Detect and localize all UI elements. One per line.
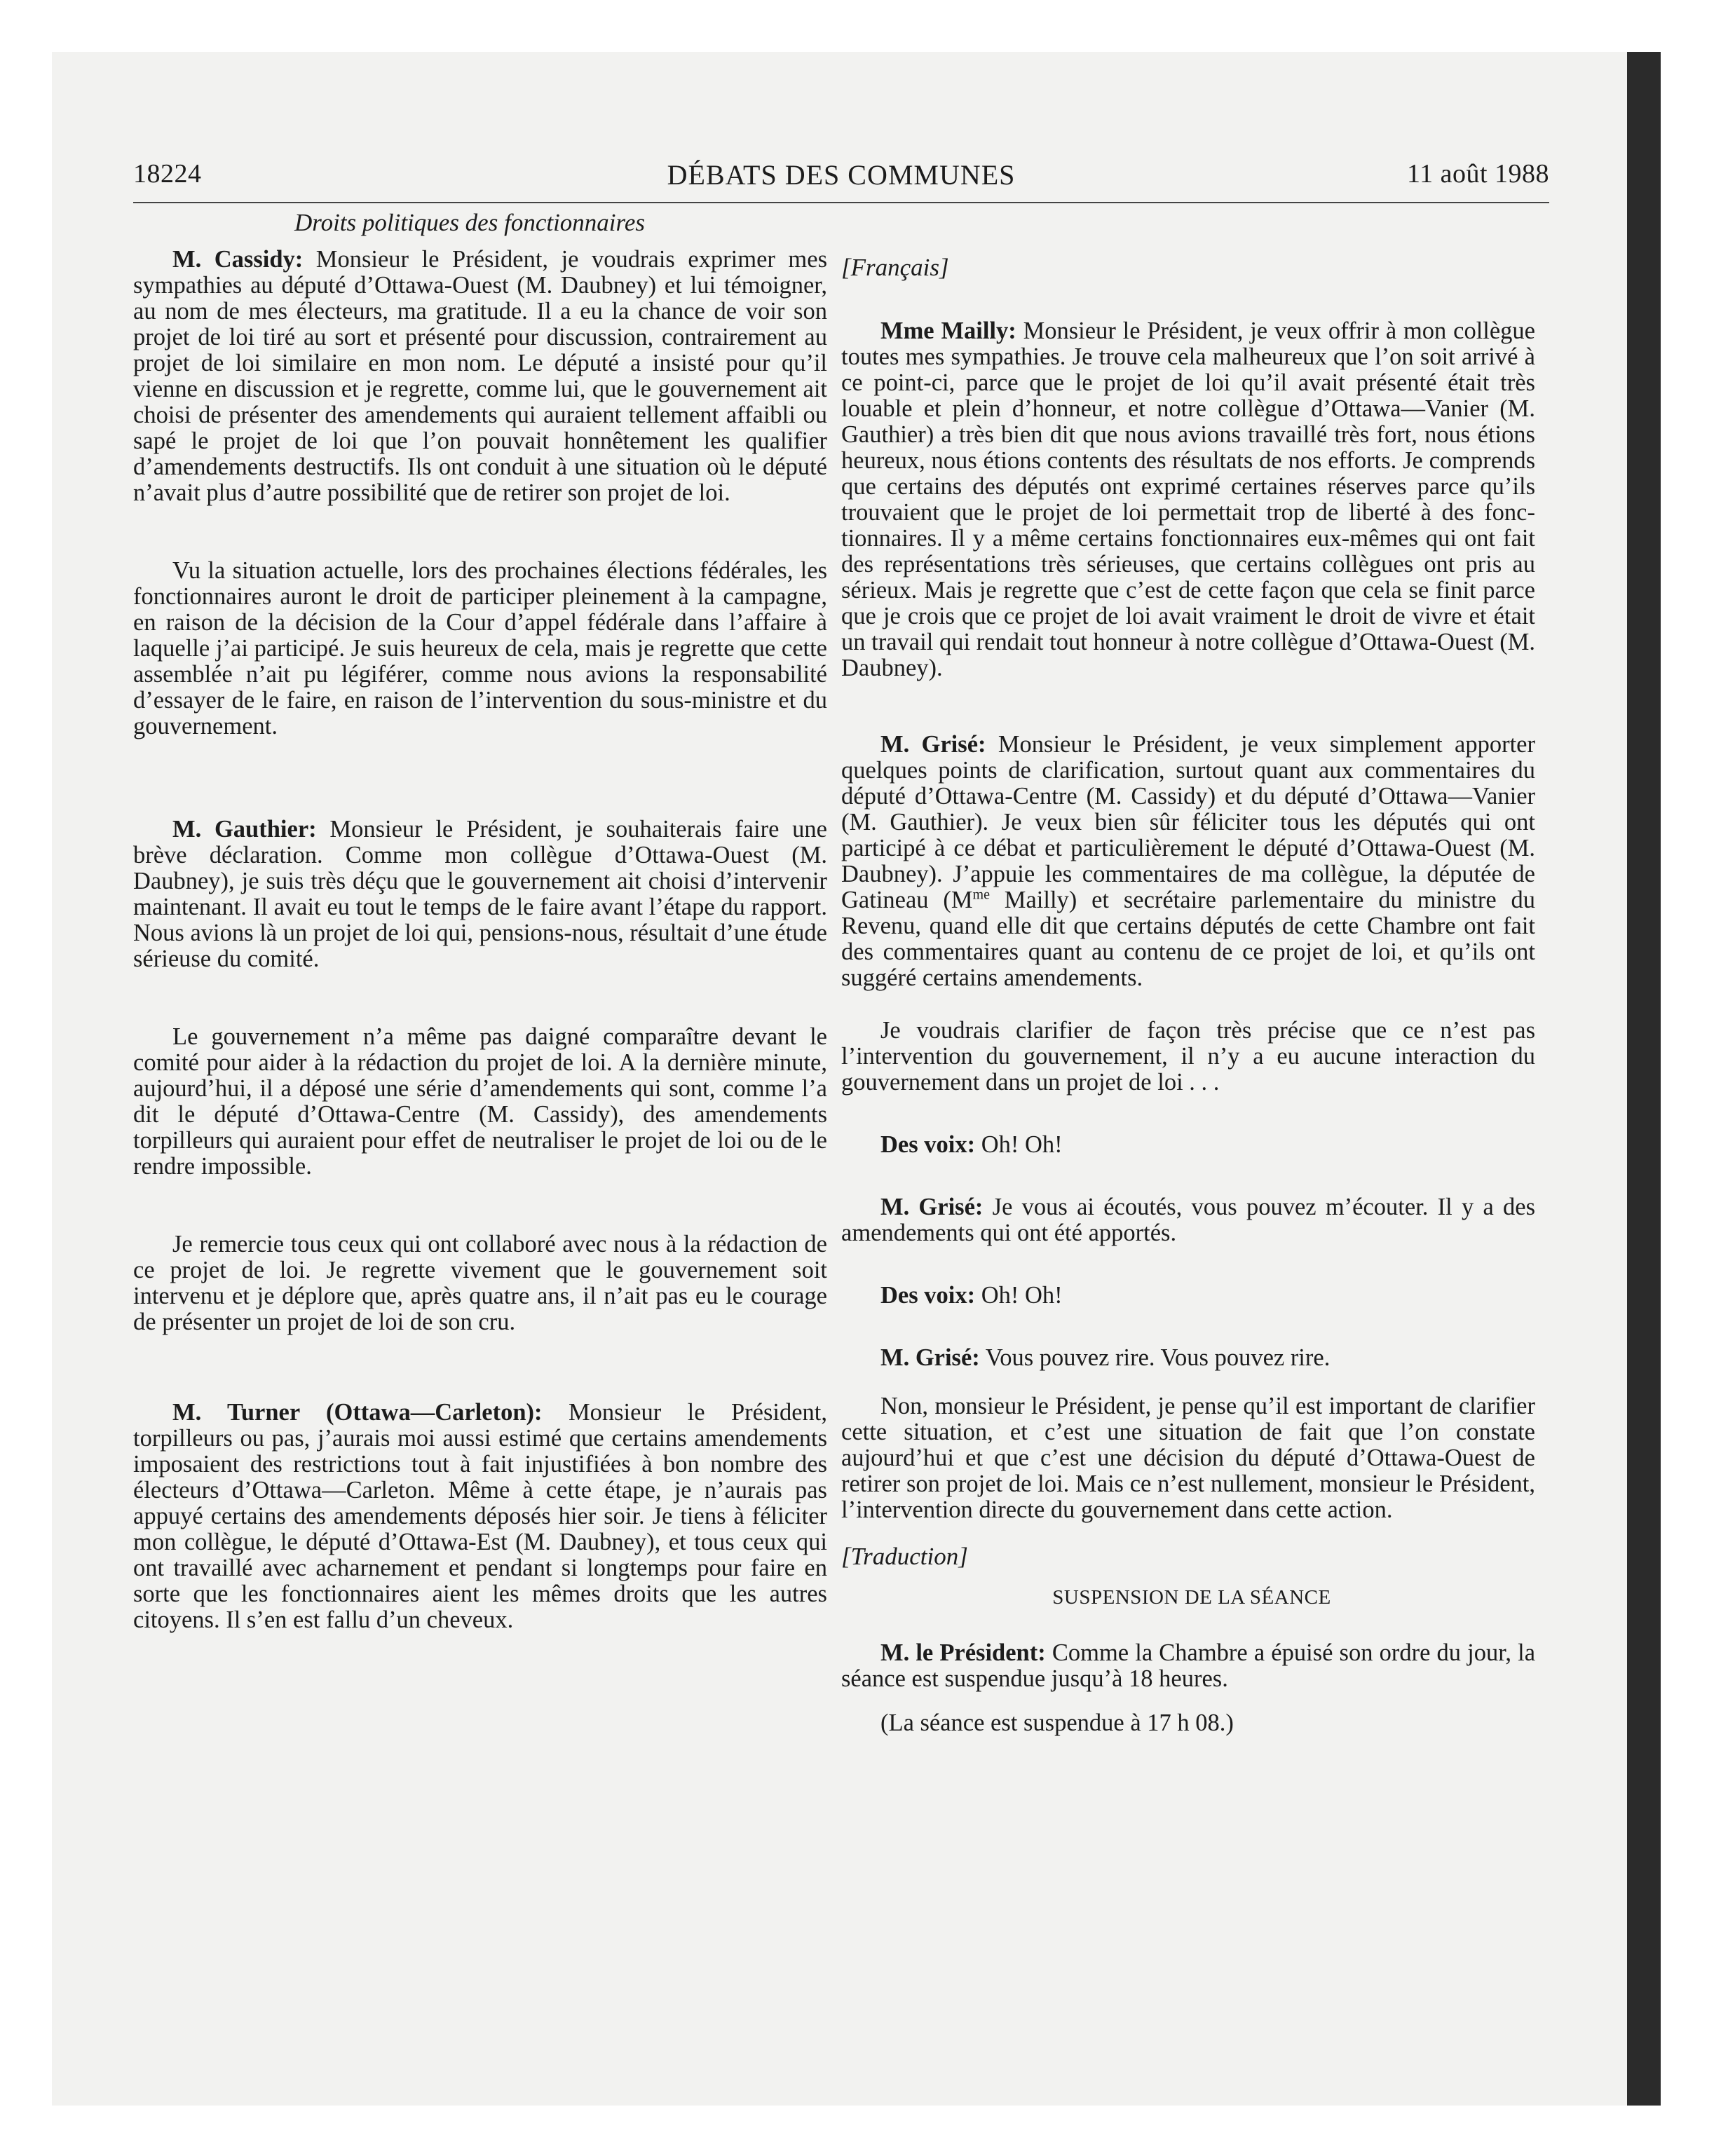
issue-date: 11 août 1988	[1406, 159, 1549, 189]
superscript: me	[972, 887, 990, 903]
speech-paragraph: Non, monsieur le Président, je pense qu’il est important de clarifier cette situation, et c’est une situation de fait que l’on constate aujourd’hui et que c’est une décision du député d’Ottawa-Ouest de retirer son projet de loi. Mais ce n’est nullement, monsieur le Président, l’intervention directe du gouvernement dans cette action.	[841, 1393, 1535, 1523]
speaker-name: Mme Mailly:	[880, 318, 1016, 344]
speech-gauthier	[133, 817, 827, 972]
language-marker: [Français]	[841, 254, 949, 281]
speech-paragraph: Je voudrais clarifier de façon très précise que ce n’est pas l’intervention du gouvernement, il n’y a eu aucune interaction du gouvernement dans un projet de loi . . .	[841, 1017, 1535, 1096]
speaker-name: M. Turner (Ottawa—Carleton):	[172, 1399, 543, 1426]
left-column	[133, 209, 827, 1633]
speech-text: Monsieur le Président, je veux simplement apporter quelques points de clarification, surtout quant aux commentaires du député d’Ottawa-Centre (M. Cassidy) et du député d’Ottawa—Vanier (M. Gauthier). Je veux bien sûr féliciter tous les députés qui ont participé à ce débat et particulièrement le député d’Ottawa-Ouest (M. Daubney). J’appuie les commentaires de ma collègue, la députée de Gatineau (M	[841, 731, 1535, 913]
speech-text: Comme la Chambre a épuisé son ordre du jour, la séance est suspendue jusqu’à 18 heures.	[841, 1639, 1536, 1692]
speech-president	[841, 1640, 1535, 1692]
speech-paragraph: Le gouvernement n’a même pas daigné comparaître devant le comité pour aider à la rédaction du projet de loi. A la dernière minute, aujourd’hui, il a déposé une série d’amendements qui sont, comme l’a dit le député d’Ottawa-Centre (M. Cassidy), des amendements torpilleurs qui auraient pour effet de neutraliser le projet de loi ou de le rendre impossible.	[133, 1023, 827, 1180]
interjection-text: Oh! Oh!	[975, 1131, 1063, 1158]
closing-note: (La séance est suspendue à 17 h 08.)	[880, 1710, 1234, 1736]
speaker-name: M. Gauthier:	[172, 816, 317, 842]
speech-text: Monsieur le Président, je veux offrir à mon collègue toutes mes sympathies. Je trouve cela malheureux que l’on soit arrivé à ce point-ci, parce que le projet de loi qu’il avait présenté était très louable et plein d’honneur, et notre collègue d’Ottawa—Vanier (M. Gauthier) a très bien dit que nous avions travaillé très fort, nous étions heureux, nous étions contents des résultats de nos efforts. Je comprends que certains des députés ont exprimé certaines réserves parce qu’ils trouvaient que le projet de loi permettait trop de liberté à des fonctionnaires. Il y a même certains fonctionnaires eux-mêmes qui ont fait des représentations très sérieuses, que certains collègues ont pris au sérieux. Mais je regrette que c’est de cette façon que cela se finit parce que je crois que ce projet de loi avait vraiment le droit de vivre et était un travail qui rendait tout honneur à notre collègue d’Ottawa-Ouest (M. Daubney).	[841, 318, 1535, 681]
publication-title: DÉBATS DES COMMUNES	[667, 159, 1016, 191]
language-marker: [Traduction]	[841, 1543, 968, 1570]
speaker-name: M. Grisé:	[880, 1344, 980, 1371]
interjection	[841, 1283, 1535, 1309]
speech-text: Vous pouvez rire. Vous pouvez rire.	[979, 1344, 1331, 1371]
binding-edge	[1627, 52, 1661, 2106]
speaker-name: M. le Président:	[880, 1639, 1046, 1666]
section-title: Droits politiques des fonctionnaires	[294, 209, 646, 236]
speaker-name: Des voix:	[880, 1282, 976, 1309]
speech-paragraph: Je remercie tous ceux qui ont collaboré avec nous à la rédaction de ce projet de loi. Je regrette vivement que le gouvernement soit intervenu et je déplore que, après quatre ans, il n’ait pas eu le courage de présenter un projet de loi de son cru.	[133, 1231, 827, 1335]
speech-text: Monsieur le Président, torpilleurs ou pas, j’aurais moi aussi estimé que certains amendements imposaient des restrictions tout à fait injustifiées à bon nombre des électeurs d’Ottawa—Carleton. Même à cette étape, je n’aurais pas appuyé certains des amendements déposés hier soir. Je tiens à féliciter mon collègue, le député d’Ottawa-Est (M. Daubney), et tous ceux qui ont travaillé avec acharnement et pendant si longtemps pour faire en sorte que les fonctionnaires aient les mêmes droits que les autres citoyens. Il s’en est fallu d’un cheveux.	[133, 1399, 828, 1633]
speech-cassidy	[133, 247, 827, 506]
suspension-heading: SUSPENSION DE LA SÉANCE	[1052, 1586, 1331, 1609]
speech-text: Monsieur le Président, je voudrais exprimer mes sympathies au député d’Ottawa-Ouest (M. Daubney) et lui témoigner, au nom de mes électeurs, ma gratitude. Il a eu la chance de voir son projet de loi tiré au sort et présenté pour discussion, contrairement au projet de loi similaire en mon nom. Le député a insisté pour qu’il vienne en discussion et je regrette, comme lui, que le gouvernement ait choisi de présenter des amendements qui auraient tellement affaibli ou sapé le projet de loi que l’on pouvait honnêtement les qualifier d’amendements destructifs. Ils ont conduit à une situation où le député n’avait plus d’autre possibilité que de retirer son projet de loi.	[133, 246, 828, 506]
running-head	[133, 158, 1549, 203]
interjection	[841, 1132, 1535, 1158]
speaker-name: M. Grisé:	[880, 731, 986, 758]
page-number: 18224	[133, 159, 202, 189]
speech-mailly	[841, 318, 1535, 681]
right-column	[841, 209, 1535, 1736]
speech-grise	[841, 732, 1535, 991]
speech-text: Mailly) et secrétaire parlementaire du ministre du Revenu, quand elle dit que certains députés de cette Chambre ont fait des commentaires quant au contenu de ce projet de loi, et qu’ils ont suggéré certains amendements.	[841, 887, 1535, 991]
speech-grise-3	[841, 1345, 1535, 1371]
speaker-name: M. Cassidy:	[172, 246, 304, 273]
speaker-name: M. Grisé:	[880, 1194, 984, 1220]
speech-grise-2	[841, 1194, 1535, 1246]
speech-turner	[133, 1400, 827, 1633]
speech-text: Monsieur le Président, je souhaiterais faire une brève déclaration. Comme mon collègue d’Ottawa-Ouest (M. Daubney), je suis très déçu que le gouvernement ait choisi d’intervenir maintenant. Il avait eu tout le temps de le faire avant l’étape du rapport. Nous avions là un projet de loi qui, pensions-nous, résultait d’une étude sérieuse du comité.	[133, 816, 827, 972]
speech-paragraph: Vu la situation actuelle, lors des prochaines élections fédérales, les fonctionnaires auront le droit de participer pleinement à la campagne, en raison de la décision de la Cour d’appel fédérale dans l’affaire à laquelle j’ai participé. Je suis heureux de cela, mais je regrette que cette assemblée n’ait pu légiférer, comme nous avions la responsabilité d’essayer de le faire, en raison de l’intervention du sous-ministre et du gouvernement.	[133, 557, 827, 739]
interjection-text: Oh! Oh!	[975, 1282, 1063, 1309]
speaker-name: Des voix:	[880, 1131, 976, 1158]
speech-text: Je vous ai écoutés, vous pouvez m’écouter. Il y a des amendements qui ont été apportés.	[841, 1194, 1535, 1246]
